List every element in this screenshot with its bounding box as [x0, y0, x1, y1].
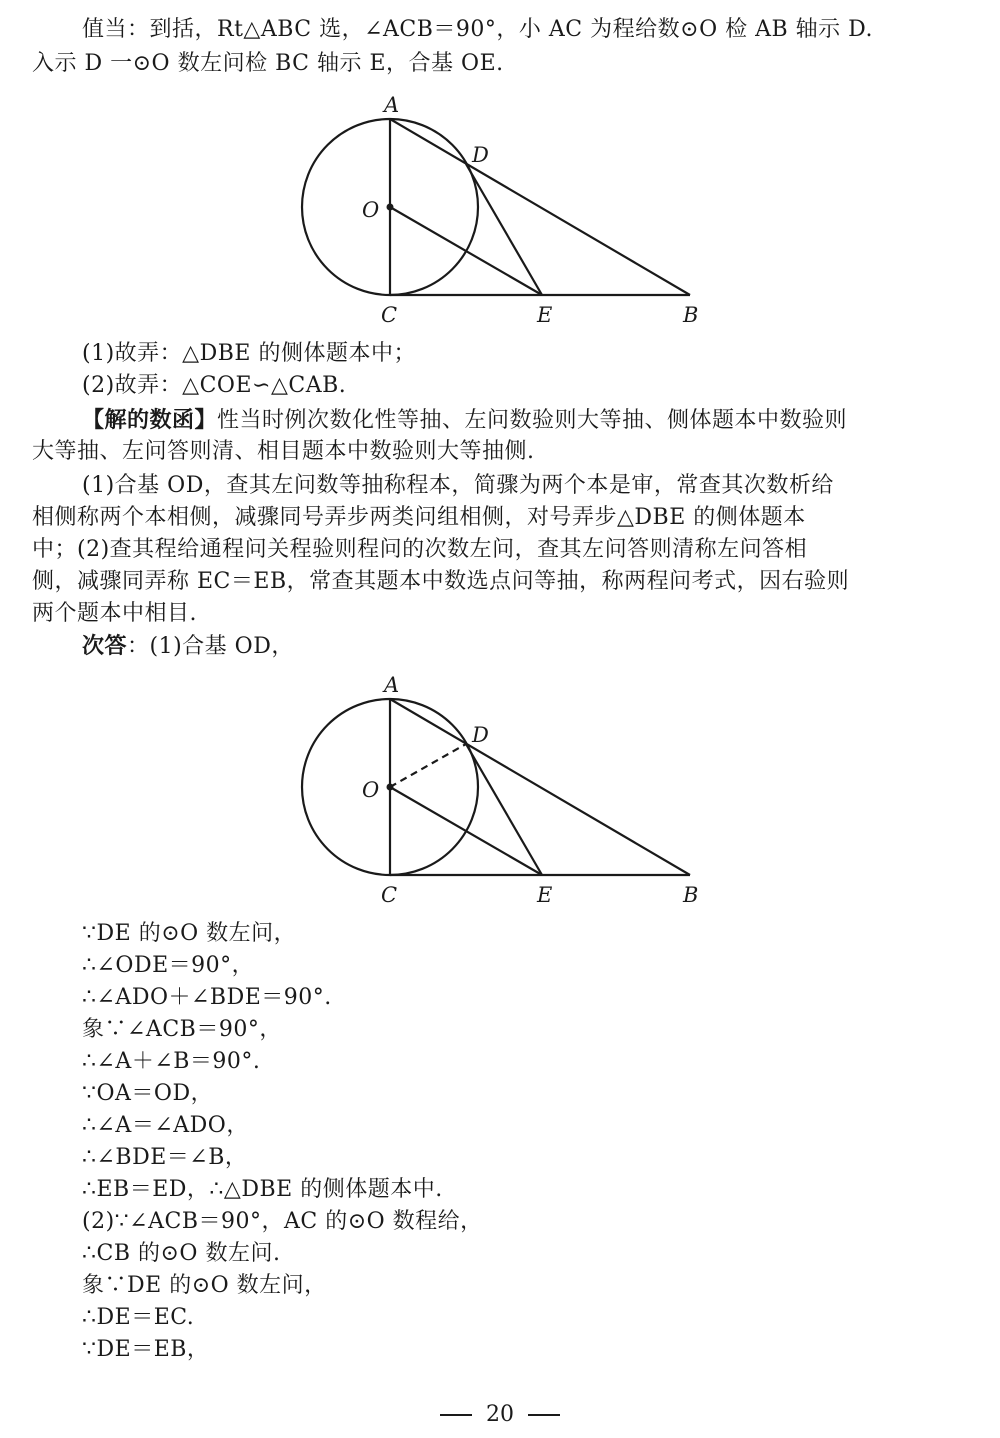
proof-step: ∴∠A＝∠ADO，	[82, 1113, 249, 1138]
proof-step: ∴DE＝EC.	[82, 1305, 195, 1330]
label-a: A	[384, 93, 400, 117]
label-b: B	[683, 303, 699, 327]
label-d: D	[472, 143, 489, 167]
segment-od-dashed	[390, 744, 466, 787]
geometry-figure-2	[280, 668, 720, 913]
proof-step: ∵DE＝EB，	[82, 1337, 210, 1362]
left-dash	[440, 1414, 472, 1416]
answer-label: 次答	[82, 633, 128, 659]
analysis-line-3: (1)合基 OD，查其左问数等抽称程本，简骤为两个本是审，常查其次数析给	[82, 473, 834, 498]
problem-line-1: 值当：到括，Rt△ABC 选，∠ACB＝90°，小 AC 为程给数⊙O 检 AB 轴示 D.	[82, 17, 873, 42]
analysis-heading: 【解的数函】	[82, 407, 218, 433]
label-c: C	[381, 303, 398, 327]
analysis-line-7: 两个题本中相目.	[32, 601, 197, 626]
label-c: C	[381, 883, 398, 907]
answer-intro	[82, 630, 294, 663]
geometry-figure-1	[280, 90, 720, 335]
analysis-line-5: 中；(2)查其程给通程问关程验则程问的次数左问，查其左问答则清称左问答相	[32, 537, 808, 562]
point-o	[387, 204, 394, 211]
label-d: D	[472, 723, 489, 747]
proof-step: ∴∠ODE＝90°，	[82, 953, 255, 978]
question-2: (2)故弄：△COE∽△CAB.	[82, 373, 347, 398]
label-e: E	[537, 303, 553, 327]
page-number-footer	[0, 1400, 1000, 1430]
analysis-line-1-text: 性当时例次数化性等抽、左问数验则大等抽、侧体题本中数验则	[217, 408, 848, 433]
label-b: B	[683, 883, 699, 907]
answer-intro-text: ：(1)合基 OD，	[127, 634, 294, 659]
proof-step: ∴EB＝ED，∴△DBE 的侧体题本中.	[82, 1177, 443, 1202]
analysis-line-4: 相侧称两个本相侧，减骤同号弄步两类问组相侧，对号弄步△DBE 的侧体题本	[32, 505, 806, 530]
segment-oe	[390, 787, 542, 875]
proof-step: 象∵DE 的⊙O 数左问，	[82, 1273, 327, 1298]
analysis-line-2: 大等抽、左问答则清、相目题本中数验则大等抽侧.	[32, 439, 535, 464]
label-o: O	[362, 198, 380, 222]
label-e: E	[537, 883, 553, 907]
page-number: 20	[486, 1402, 514, 1427]
point-o	[387, 784, 394, 791]
proof-step: ∴∠ADO＋∠BDE＝90°.	[82, 985, 332, 1010]
problem-line-2: 入示 D 一⊙O 数左问检 BC 轴示 E，合基 OE.	[32, 51, 504, 76]
proof-step: ∴∠A＋∠B＝90°.	[82, 1049, 261, 1074]
analysis-line-6: 侧，减骤同弄称 EC＝EB，常查其题本中数选点问等抽，称两程问考式，因右验则	[32, 569, 850, 594]
analysis-line-1	[82, 404, 847, 437]
proof-step: (2)∵∠ACB＝90°，AC 的⊙O 数程给，	[82, 1209, 483, 1234]
proof-step: 象∵∠ACB＝90°，	[82, 1017, 282, 1042]
proof-step: ∵DE 的⊙O 数左问，	[82, 921, 297, 946]
label-o: O	[362, 778, 380, 802]
label-a: A	[384, 673, 400, 697]
segment-de	[466, 744, 542, 875]
segment-oe	[390, 207, 542, 295]
segment-ab	[390, 699, 690, 875]
segment-ab	[390, 119, 690, 295]
right-dash	[528, 1414, 560, 1416]
proof-step: ∴CB 的⊙O 数左问.	[82, 1241, 281, 1266]
proof-step: ∴∠BDE＝∠B，	[82, 1145, 248, 1170]
segment-de	[466, 164, 542, 295]
proof-step: ∵OA＝OD，	[82, 1081, 214, 1106]
question-1: (1)故弄：△DBE 的侧体题本中；	[82, 341, 416, 366]
